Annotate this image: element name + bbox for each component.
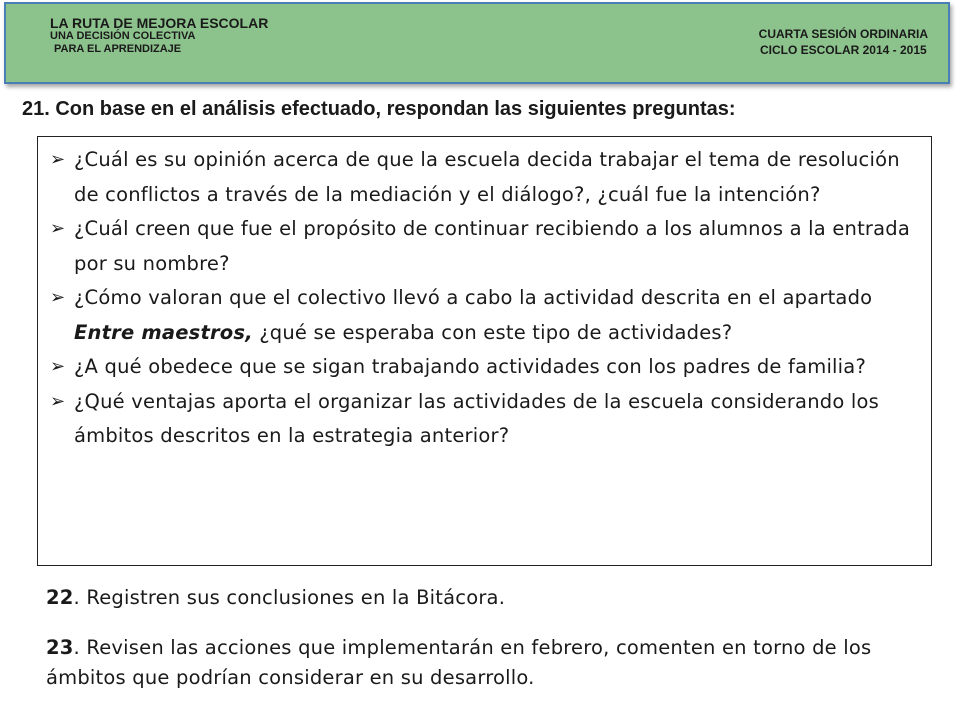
arrow-bullet-icon: ➢ [50, 356, 66, 377]
step-number: 22 [46, 586, 74, 609]
question-text-start: ¿Cómo valoran que el colectivo llevó a cabo la actividad descrita en el apartado [74, 286, 873, 309]
arrow-bullet-icon: ➢ [50, 149, 66, 170]
questions-box [37, 136, 932, 566]
step-text: . Registren sus conclusiones en la Bitácora. [73, 586, 506, 609]
question-item [48, 212, 917, 281]
banner-title-block [50, 16, 268, 56]
banner-session-block [759, 26, 928, 58]
question-text: ¿Cuál es su opinión acerca de que la escuela decida trabajar el tema de resolución de conflictos a través de la mediación y el diálogo?, ¿cuál fue la intención? [74, 148, 900, 206]
arrow-bullet-icon: ➢ [50, 390, 66, 412]
question-item [48, 281, 917, 350]
questions-list [38, 137, 931, 454]
banner-subtitle: UNA DECISIÓN COLECTIVA [50, 30, 196, 42]
arrow-bullet-icon: ➢ [50, 218, 66, 239]
question-emphasis: Entre maestros, [74, 320, 253, 344]
step-number: 23 [46, 636, 74, 659]
session-label: CUARTA SESIÓN ORDINARIA [758, 27, 928, 41]
question-item [48, 385, 917, 454]
step-22 [46, 583, 946, 613]
banner-title: LA RUTA DE MEJORA ESCOLAR [50, 15, 269, 31]
step-23 [46, 633, 946, 693]
step-text: . Revisen las acciones que implementarán en febrero, comenten en torno de los ámbitos que podrían considerar en su desarrollo. [46, 636, 872, 689]
cycle-label: CICLO ESCOLAR 2014 - 2015 [759, 43, 927, 57]
section-heading: 21. Con base en el análisis efectuado, respondan las siguientes preguntas: [22, 98, 736, 120]
question-item [48, 350, 917, 385]
header-banner [4, 2, 950, 84]
banner-subtitle-2: PARA EL APRENDIZAJE [54, 43, 182, 55]
arrow-bullet-icon: ➢ [50, 287, 66, 308]
question-item [48, 143, 917, 212]
question-text: ¿A qué obedece que se sigan trabajando actividades con los padres de familia? [74, 355, 866, 378]
question-text: ¿Qué ventajas aporta el organizar las actividades de la escuela considerando los ámbitos descritos en la estrategia anterior? [74, 389, 879, 447]
question-text-end: ¿qué se esperaba con este tipo de actividades? [252, 320, 733, 344]
question-text: ¿Cuál creen que fue el propósito de continuar recibiendo a los alumnos a la entrada por su nombre? [74, 217, 911, 275]
